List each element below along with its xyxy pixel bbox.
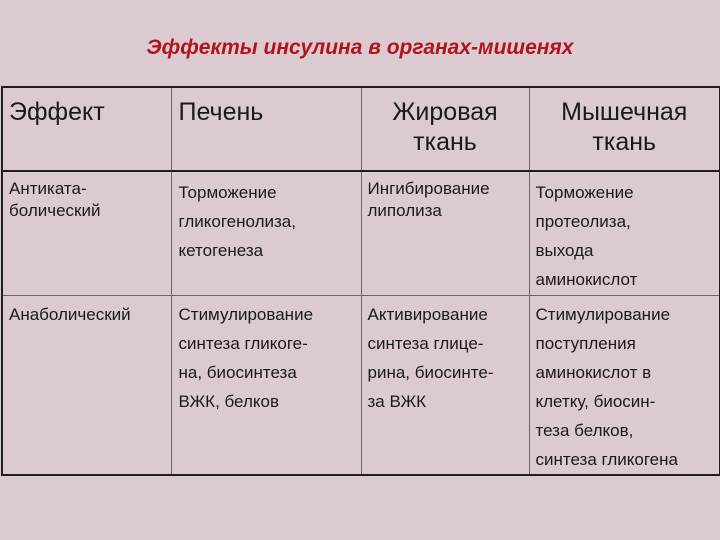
table-header-row — [2, 87, 720, 171]
header-liver: Печень — [171, 87, 361, 171]
cell-effect: Анаболический — [2, 296, 171, 476]
cell-effect: Антиката- болический — [2, 171, 171, 296]
cell-liver: Торможение гликогенолиза, кетогенеза — [171, 171, 361, 296]
cell-liver: Стимулирование синтеза гликоге- на, биосинтеза ВЖК, белков — [171, 296, 361, 476]
insulin-effects-table — [1, 86, 720, 476]
cell-adipose: Активирование синтеза глице- рина, биосинте- за ВЖК — [361, 296, 529, 476]
header-effect: Эффект — [2, 87, 171, 171]
page-title: Эффекты инсулина в органах-мишенях — [146, 36, 574, 59]
cell-muscle: Торможение протеолиза, выхода аминокислот — [529, 171, 720, 296]
cell-muscle: Стимулирование поступления аминокислот в клетку, биосин- теза белков, синтеза гликогена — [529, 296, 720, 476]
table-row — [2, 171, 720, 296]
table-row — [2, 296, 720, 476]
header-muscle-tissue: Мышечная ткань — [529, 87, 720, 171]
cell-adipose: Ингибирование липолиза — [361, 171, 529, 296]
header-adipose-tissue: Жировая ткань — [361, 87, 529, 171]
